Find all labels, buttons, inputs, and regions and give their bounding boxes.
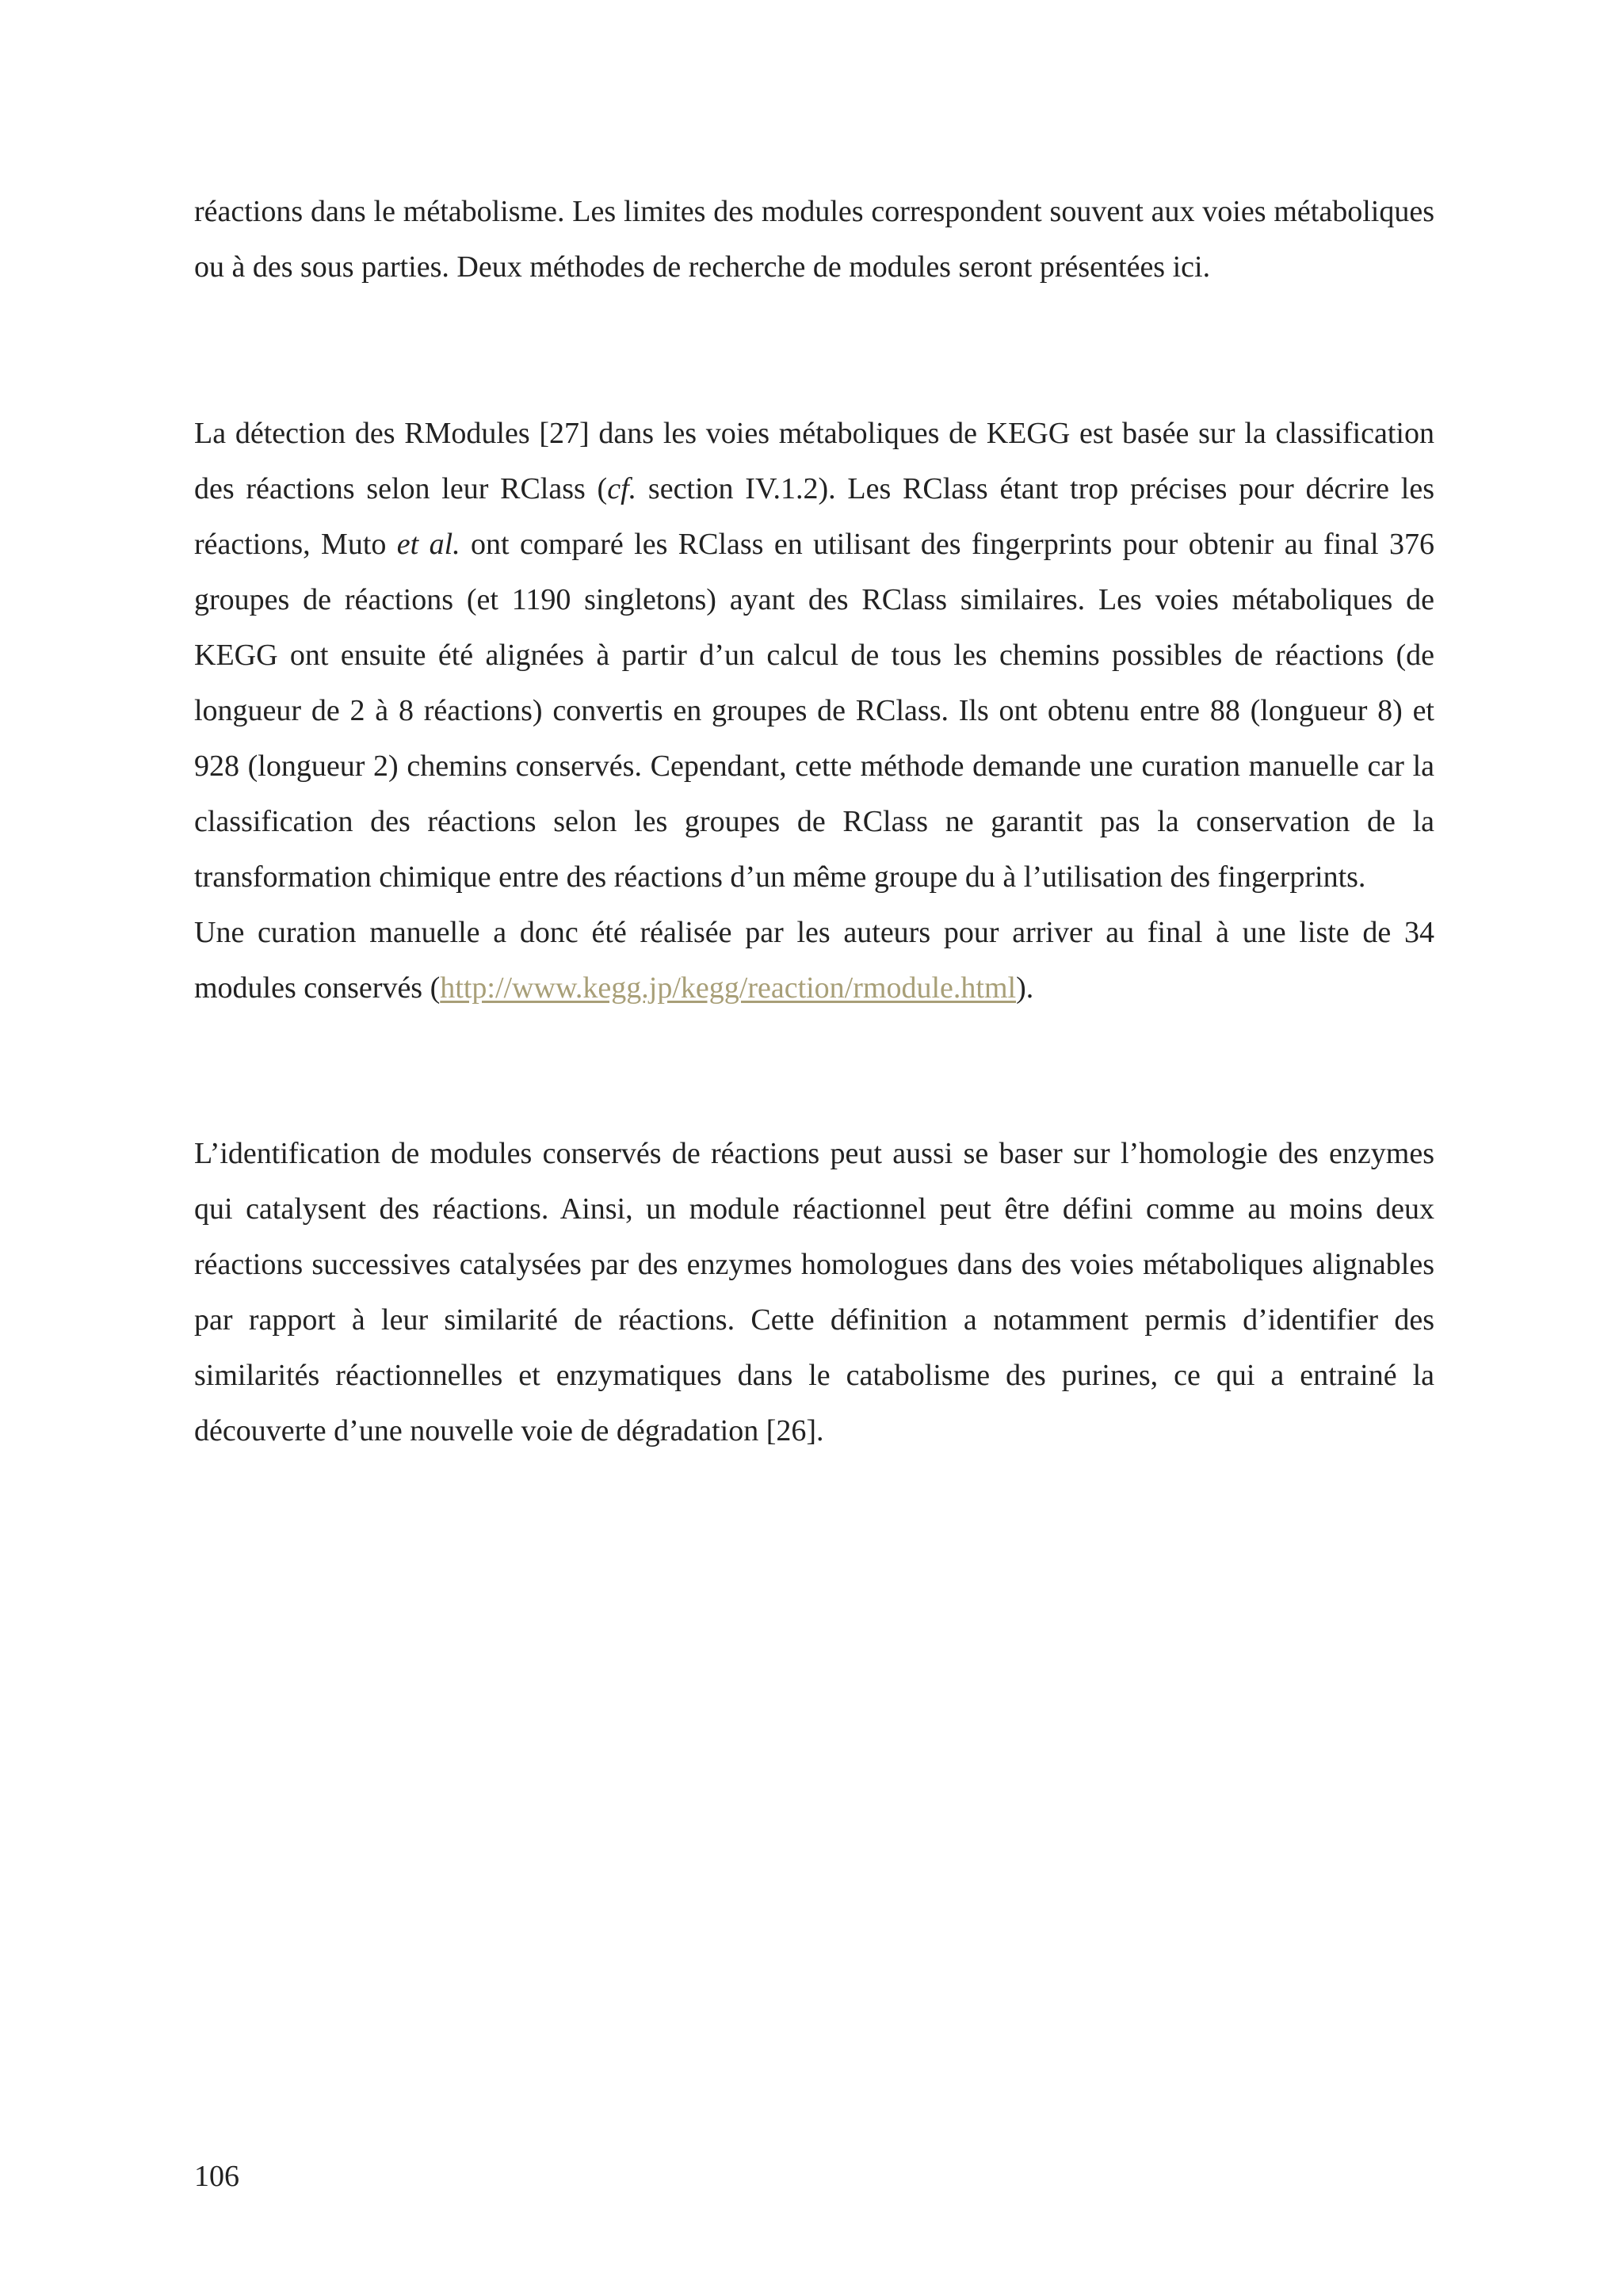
page-number: 106	[194, 2160, 239, 2193]
cf-abbreviation: cf.	[607, 472, 637, 505]
kegg-rmodule-link[interactable]: http://www.kegg.jp/kegg/reaction/rmodule.html	[440, 971, 1017, 1005]
paragraph-intro: réactions dans le métabolisme. Les limites des modules correspondent souvent aux voies métaboliques ou à des sous parties. Deux méthodes de recherche de modules seront présentées ici.	[194, 195, 1434, 284]
paragraph-rmodules-text-1: La détection des RModules [27] dans les voies métaboliques de KEGG est basée sur la classification des réactions selon leur RClass (	[194, 417, 1434, 505]
paragraph-rmodules-text-4: Une curation manuelle a donc été réalisée par les auteurs pour arriver au final à une liste de 34 modules conservés (	[194, 916, 1434, 1005]
paragraph-rmodules-text-2: section IV.1.2). Les RClass étant trop précises pour décrire les réactions, Muto	[194, 472, 1435, 561]
et-al-abbreviation: et al.	[396, 528, 460, 561]
paragraph-rmodules-text-5: ).	[1016, 971, 1034, 1005]
paragraph-enzyme-homology: L’identification de modules conservés de réactions peut aussi se baser sur l’homologie des enzymes qui catalysent des réactions. Ainsi, un module réactionnel peut être défini comme au moins deux réactions successives catalysées par des enzymes homologues dans des voies métaboliques alignables par rapport à leur similarité de réactions. Cette définition a notamment permis d’identifier des similarités réactionnelles et enzymatiques dans le catabolisme des purines, ce qui a entrainé la découverte d’une nouvelle voie de dégradation [26].	[194, 1137, 1434, 1447]
paragraph-rmodules-text-3: ont comparé les RClass en utilisant des fingerprints pour obtenir au final 376 groupes de réactions (et 1190 singletons) ayant des RClass similaires. Les voies métaboliques de KEGG ont ensuite été alignées à partir d’un calcul de tous les chemins possibles de réactions (de longueur de 2 à 8 réactions) convertis en groupes de RClass. Ils ont obtenu entre 88 (longueur 8) et 928 (longueur 2) chemins conservés. Cependant, cette méthode demande une curation manuelle car la classification des réactions selon les groupes de RClass ne garantit pas la conservation de la transformation chimique entre des réactions d’un même groupe du à l’utilisation des fingerprints.	[194, 528, 1434, 894]
paragraph-rmodules	[194, 406, 1434, 1016]
